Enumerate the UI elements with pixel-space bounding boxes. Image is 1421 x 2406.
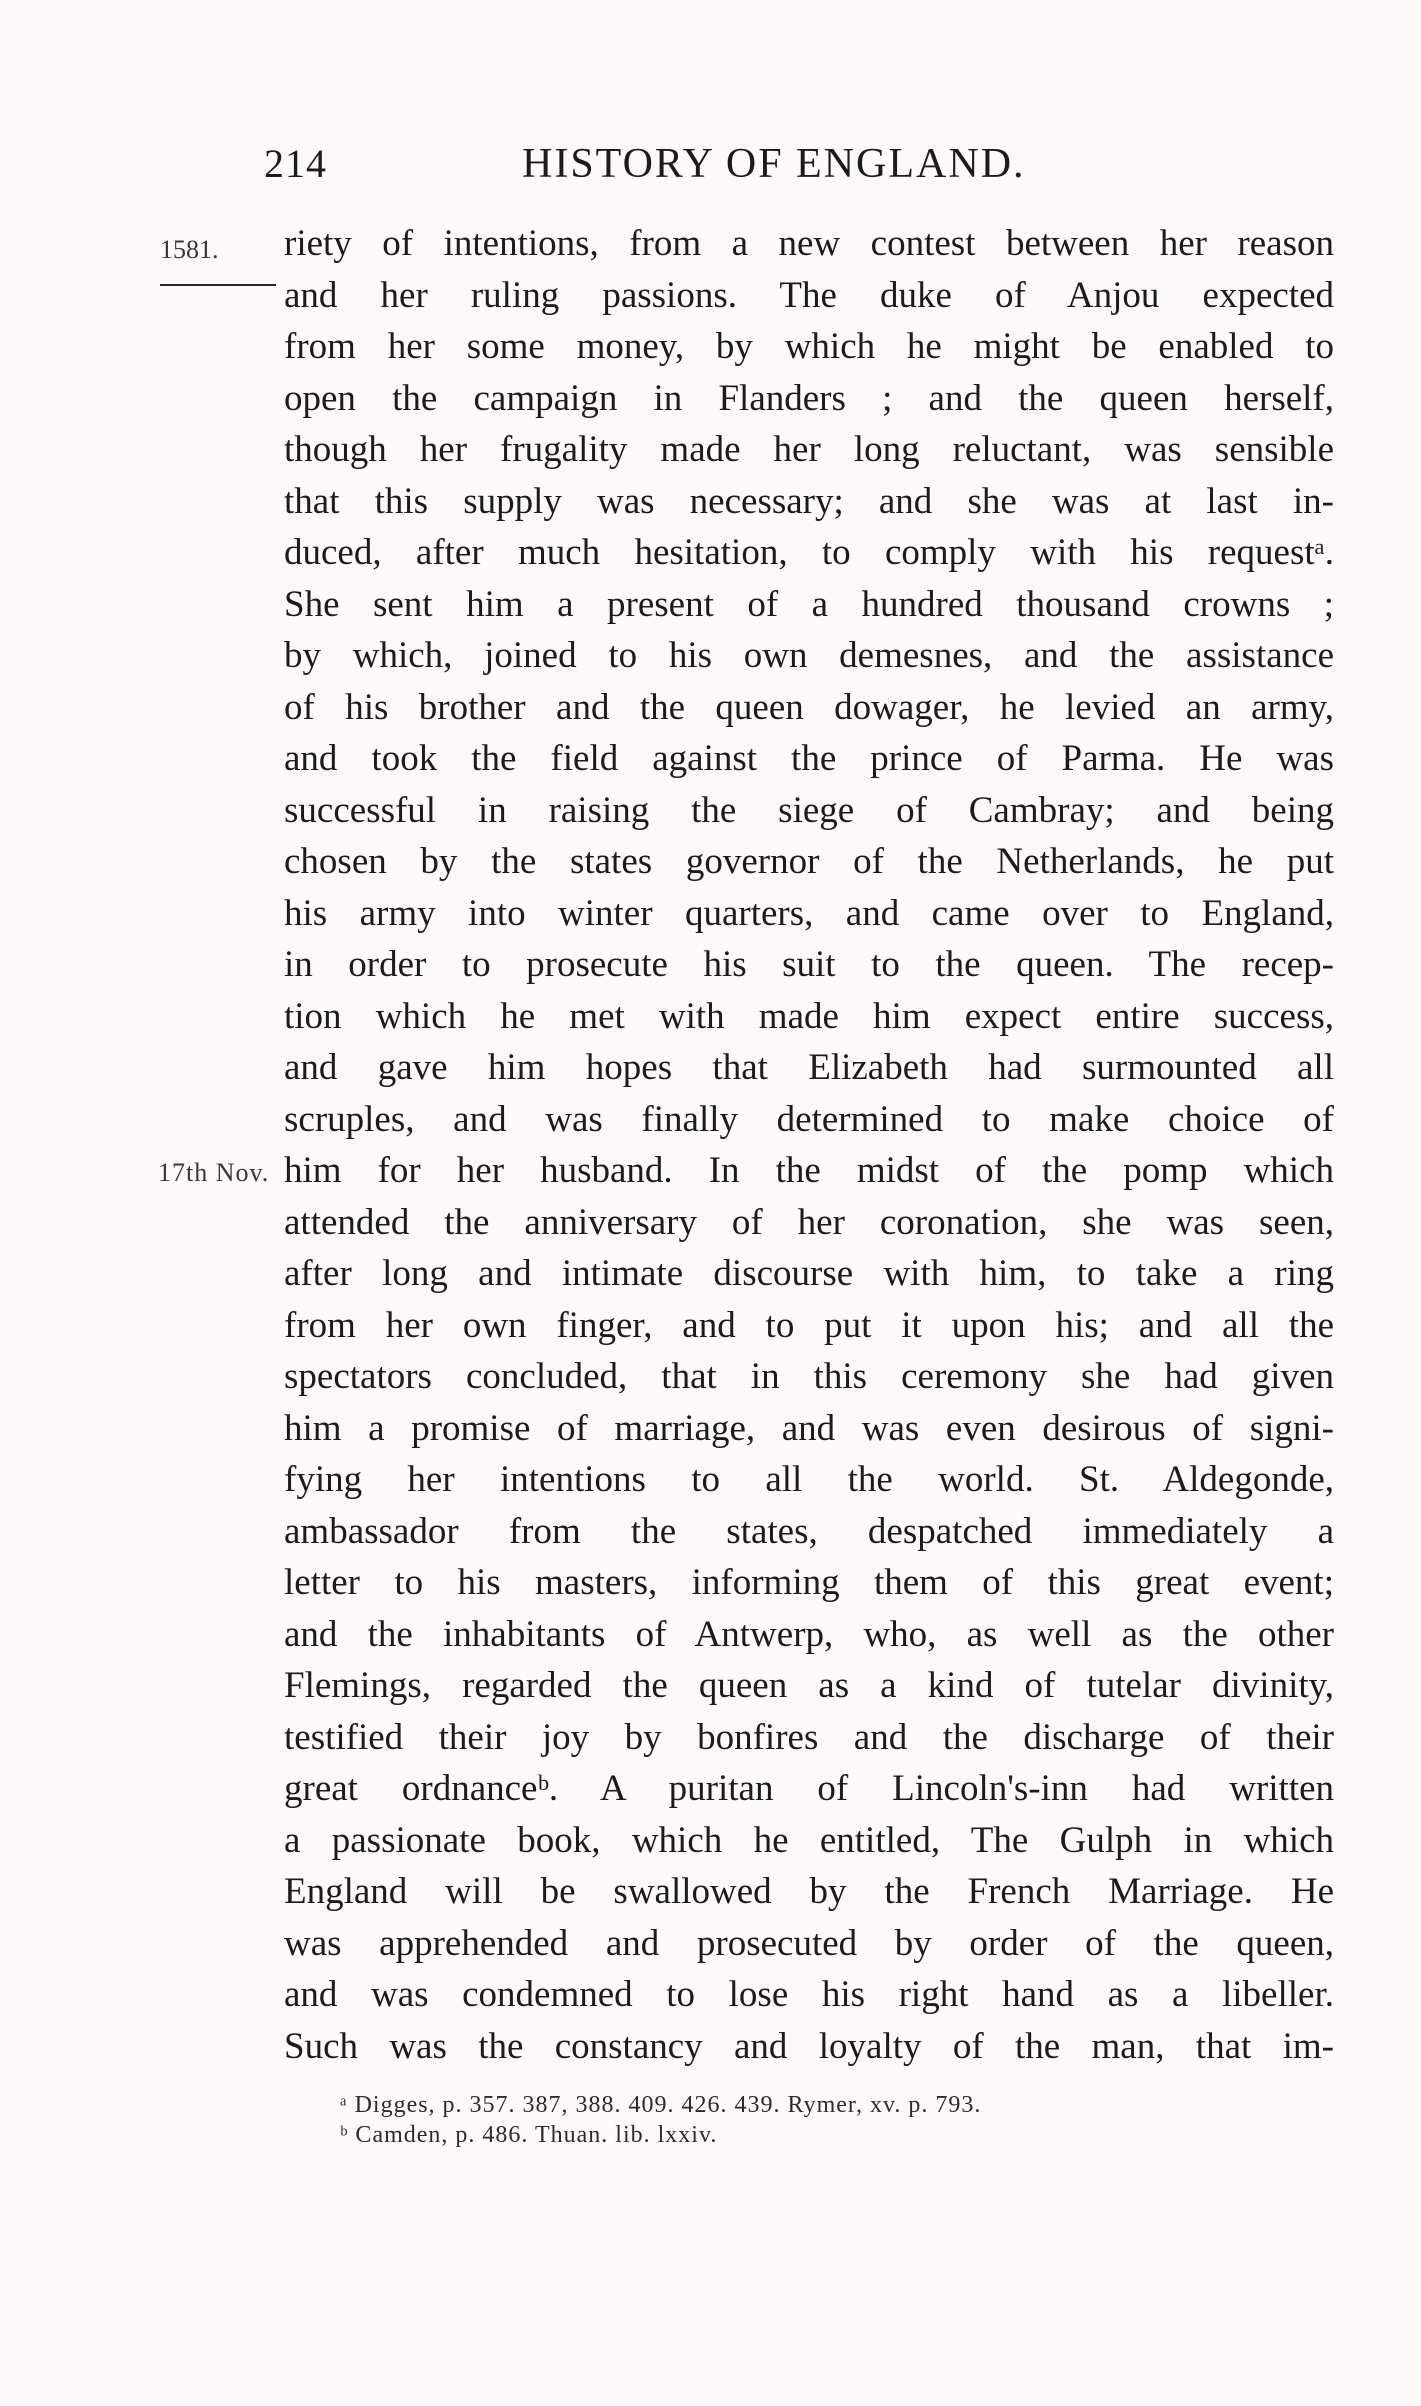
body-line: testified their joy by bonfires and the discharge of their (284, 1716, 1334, 1758)
body-line: tion which he met with made him expect entire success, (284, 995, 1334, 1037)
body-line: though her frugality made her long reluctant, was sensible (284, 429, 1334, 470)
footnotes (340, 2090, 1240, 2150)
running-title: HISTORY OF ENGLAND. (522, 141, 1026, 187)
body-line: chosen by the states governor of the Netherlands, he put (284, 841, 1334, 882)
body-line: great ordnanceᵇ. A puritan of Lincoln's-inn had written (284, 1768, 1334, 1809)
body-line: Flemings, regarded the queen as a kind of tutelar divinity, (284, 1665, 1334, 1706)
body-line: and the inhabitants of Antwerp, who, as well as the other (284, 1613, 1334, 1655)
body-line: and took the field against the prince of Parma. He was (284, 738, 1334, 779)
body-line: him a promise of marriage, and was even desirous of signi- (284, 1407, 1334, 1449)
body-line: of his brother and the queen dowager, he levied an army, (284, 686, 1334, 728)
body-line: his army into winter quarters, and came over to England, (284, 892, 1334, 934)
body-line: from her some money, by which he might be enabled to (284, 326, 1334, 367)
body-line: in order to prosecute his suit to the queen. The recep- (284, 944, 1334, 985)
body-line: letter to his masters, informing them of this great event; (284, 1562, 1334, 1603)
margin-date-note: 17th Nov. (158, 1158, 270, 1187)
page-header (264, 140, 1124, 190)
body-line: by which, joined to his own demesnes, and the assistance (284, 635, 1334, 676)
margin-rule (160, 284, 276, 286)
body-line: and was condemned to lose his right hand as a libeller. (284, 1974, 1334, 2015)
footnote-b: ᵇ Camden, p. 486. Thuan. lib. lxxiv. (340, 2122, 718, 2148)
body-line: duced, after much hesitation, to comply with his requestᵃ. (284, 532, 1334, 573)
body-line: after long and intimate discourse with him, to take a ring (284, 1253, 1334, 1294)
body-line: spectators concluded, that in this ceremony she had given (284, 1356, 1334, 1397)
body-line: was apprehended and prosecuted by order of the queen, (284, 1922, 1334, 1964)
body-line: successful in raising the siege of Cambray; and being (284, 789, 1334, 831)
body-line: from her own finger, and to put it upon his; and all the (284, 1304, 1334, 1346)
body-line: a passionate book, which he entitled, The Gulph in which (284, 1819, 1334, 1861)
margin-year-note: 1581. (160, 235, 219, 264)
body-line: fying her intentions to all the world. St. Aldegonde, (284, 1459, 1334, 1500)
body-line: scruples, and was finally determined to make choice of (284, 1098, 1334, 1140)
body-line: ambassador from the states, despatched immediately a (284, 1510, 1334, 1552)
body-line: She sent him a present of a hundred thousand crowns ; (284, 583, 1334, 625)
body-line: open the campaign in Flanders ; and the queen herself, (284, 377, 1334, 419)
body-line: that this supply was necessary; and she was at last in- (284, 480, 1334, 522)
body-text (284, 218, 1334, 2072)
body-line: him for her husband. In the midst of the pomp which (284, 1150, 1334, 1191)
body-line: attended the anniversary of her coronation, she was seen, (284, 1201, 1334, 1243)
footnote-a: ᵃ Digges, p. 357. 387, 388. 409. 426. 439. Rymer, xv. p. 793. (340, 2092, 982, 2118)
body-line: riety of intentions, from a new contest between her reason (284, 223, 1334, 264)
body-line: Such was the constancy and loyalty of the man, that im- (284, 2025, 1334, 2067)
body-line: and gave him hopes that Elizabeth had surmounted all (284, 1047, 1334, 1088)
body-line: and her ruling passions. The duke of Anjou expected (284, 274, 1334, 316)
page-number: 214 (264, 141, 327, 186)
body-line: England will be swallowed by the French Marriage. He (284, 1871, 1334, 1912)
